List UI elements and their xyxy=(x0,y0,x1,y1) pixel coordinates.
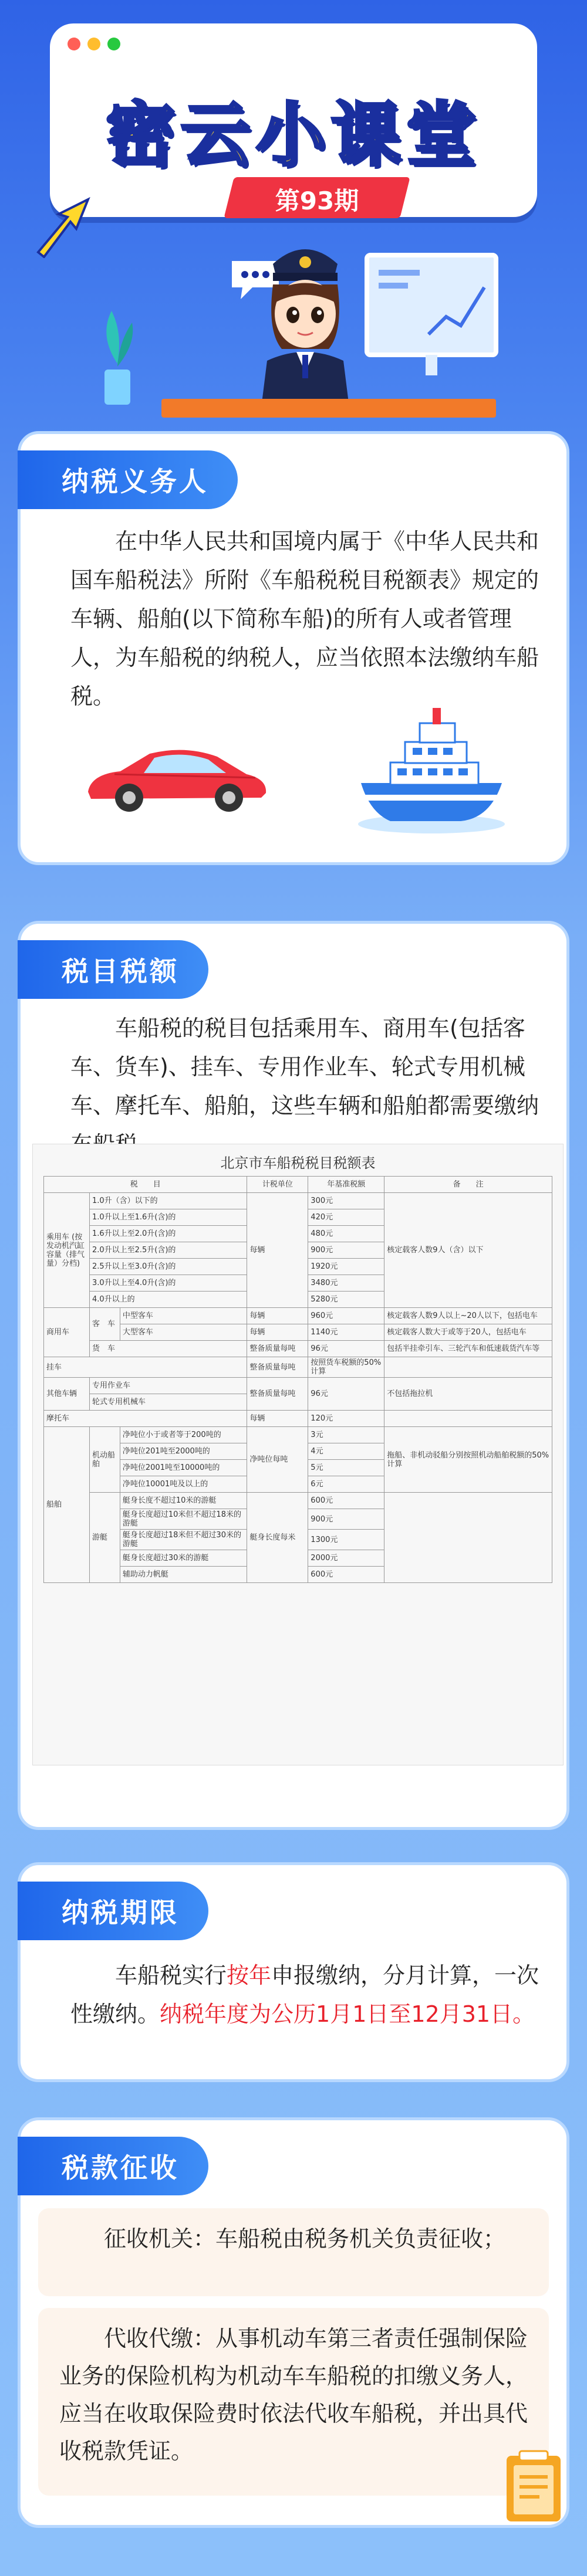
table-cell: 整备质量每吨 xyxy=(247,1341,308,1357)
table-cell: 96元 xyxy=(308,1341,384,1357)
monitor-chart-icon xyxy=(364,252,499,381)
table-cell: 2.5升以上至3.0升(含)的 xyxy=(89,1259,247,1275)
table-cell: 1.0升以上至1.6升(含)的 xyxy=(89,1209,247,1226)
page-title: 密云小课堂 xyxy=(105,94,481,175)
table-cell: 5280元 xyxy=(308,1292,384,1308)
section-collection xyxy=(18,2117,569,2528)
table-cell: 4元 xyxy=(308,1443,384,1460)
section-heading: 纳税期限 xyxy=(62,1897,179,1928)
cursor-arrow-icon xyxy=(32,194,97,258)
table-cell: 核定载客人数大于或等于20人，包括电车 xyxy=(384,1324,552,1341)
period-text-a: 车船税实行 xyxy=(115,1962,227,1988)
table-cell: 4.0升以上的 xyxy=(89,1292,247,1308)
ship-icon xyxy=(355,701,508,836)
table-cell: 专用作业车 xyxy=(89,1378,247,1394)
car-icon xyxy=(79,739,273,815)
table-cell: 艇身长度每米 xyxy=(247,1493,308,1583)
table-cell: 600元 xyxy=(308,1567,384,1583)
section-taxpayer xyxy=(18,431,569,865)
table-row xyxy=(44,1308,552,1324)
table-cell: 整备质量每吨 xyxy=(247,1378,308,1411)
table-cell: 艇身长度超过18米但不超过30米的游艇 xyxy=(120,1530,247,1550)
tax-officer-avatar xyxy=(232,232,379,408)
collection-agency-block: 征收机关：车船税由税务机关负责征收； xyxy=(38,2208,549,2296)
title-card xyxy=(50,23,537,217)
dot-icon xyxy=(87,38,100,50)
table-header: 备 注 xyxy=(384,1177,552,1193)
section-tax-items xyxy=(18,921,569,1830)
table-header-row xyxy=(44,1177,552,1193)
table-cell: 2000元 xyxy=(308,1550,384,1567)
table-cell: 净吨位小于或者等于200吨的 xyxy=(120,1427,247,1443)
table-cell xyxy=(384,1411,552,1427)
table-row xyxy=(44,1324,552,1341)
table-header: 年基准税额 xyxy=(308,1177,384,1193)
table-cell: 艇身长度超过10米但不超过18米的游艇 xyxy=(120,1509,247,1530)
table-cell: 1.0升（含）以下的 xyxy=(89,1193,247,1209)
table-cell: 每辆 xyxy=(247,1308,308,1324)
table-cell: 1920元 xyxy=(308,1259,384,1275)
table-cell: 2.0升以上至2.5升(含)的 xyxy=(89,1242,247,1259)
table-cell: 客 车 xyxy=(89,1308,120,1341)
table-row xyxy=(44,1378,552,1394)
table-row xyxy=(44,1193,552,1209)
taxpayer-text: 在中华人民共和国境内属于《中华人民共和国车船税法》所附《车船税税目税额表》规定的车辆、船舶(以下简称车船)的所有人或者管理人，为车船税的纳税人，应当依照本法缴纳车船税。 xyxy=(70,528,539,709)
table-cell: 1300元 xyxy=(308,1530,384,1550)
table-cell: 机动船舶 xyxy=(89,1427,120,1493)
table-row xyxy=(44,1341,552,1357)
table-cell: 船舶 xyxy=(44,1427,90,1583)
table-cell: 120元 xyxy=(308,1411,384,1427)
section-heading: 纳税义务人 xyxy=(62,466,208,497)
table-cell: 不包括拖拉机 xyxy=(384,1378,552,1411)
table-cell xyxy=(384,1357,552,1378)
table-row xyxy=(44,1427,552,1443)
window-dots xyxy=(68,38,120,50)
table-cell: 商用车 xyxy=(44,1308,90,1357)
table-row xyxy=(44,1411,552,1427)
table-header: 税 目 xyxy=(44,1177,247,1193)
table-cell: 420元 xyxy=(308,1209,384,1226)
table-cell: 净吨位2001吨至10000吨的 xyxy=(120,1460,247,1476)
table-cell: 核定载客人数9人以上~20人以下，包括电车 xyxy=(384,1308,552,1324)
table-row xyxy=(44,1357,552,1378)
table-caption: 北京市车船税税目税额表 xyxy=(220,1155,376,1171)
desk xyxy=(161,399,496,418)
table-cell: 3480元 xyxy=(308,1275,384,1292)
table-cell: 艇身长度不超过10米的游艇 xyxy=(120,1493,247,1509)
table-cell: 核定载客人数9人（含）以下 xyxy=(384,1193,552,1308)
table-cell: 1140元 xyxy=(308,1324,384,1341)
dot-icon xyxy=(107,38,120,50)
section-tax-period xyxy=(18,1862,569,2082)
table-cell: 300元 xyxy=(308,1193,384,1209)
section-heading-tab xyxy=(18,450,238,509)
period-text-c: 申报缴纳，分月计算，一次性缴纳。 xyxy=(70,1962,539,2027)
table-cell: 3元 xyxy=(308,1427,384,1443)
table-cell: 3.0升以上至4.0升(含)的 xyxy=(89,1275,247,1292)
table-cell: 按照货车税额的50%计算 xyxy=(308,1357,384,1378)
plant-icon xyxy=(94,305,141,411)
table-cell: 乘用车 (按发动机汽缸容量（排气量）分档) xyxy=(44,1193,90,1308)
table-header: 计税单位 xyxy=(247,1177,308,1193)
table-cell: 大型客车 xyxy=(120,1324,247,1341)
tax-items-text: 车船税的税目包括乘用车、商用车(包括客车、货车)、挂车、专用作业车、轮式专用机械车、摩托车、船舶，这些车辆和船舶都需要缴纳 xyxy=(70,1015,539,1118)
section-heading: 税目税额 xyxy=(62,955,179,987)
table-cell: 拖船、非机动驳船分别按照机动船舶税额的50%计算 xyxy=(384,1427,552,1493)
table-cell: 净吨位每吨 xyxy=(247,1427,308,1493)
tax-table-grid xyxy=(43,1176,552,1583)
table-cell: 5元 xyxy=(308,1460,384,1476)
dot-icon xyxy=(68,38,80,50)
notepad-icon xyxy=(502,2449,566,2525)
table-cell xyxy=(384,1493,552,1583)
table-cell: 净吨位201吨至2000吨的 xyxy=(120,1443,247,1460)
table-cell: 每辆 xyxy=(247,1324,308,1341)
section-heading-tab xyxy=(18,1882,208,1940)
table-cell: 480元 xyxy=(308,1226,384,1242)
header-banner xyxy=(0,0,587,419)
period-highlight-annual: 按年 xyxy=(227,1962,272,1988)
tax-period-text xyxy=(70,1956,540,2033)
table-cell: 1.6升以上至2.0升(含)的 xyxy=(89,1226,247,1242)
section-heading-tab xyxy=(18,940,208,999)
table-cell: 600元 xyxy=(308,1493,384,1509)
tax-rate-table xyxy=(32,1144,564,1765)
table-cell: 中型客车 xyxy=(120,1308,247,1324)
issue-number: 第93期 xyxy=(275,187,359,215)
table-cell: 900元 xyxy=(308,1242,384,1259)
section-heading: 税款征收 xyxy=(62,2152,179,2184)
table-cell: 960元 xyxy=(308,1308,384,1324)
table-row xyxy=(44,1493,552,1509)
table-cell: 96元 xyxy=(308,1378,384,1411)
withholding-block: 代收代缴：从事机动车第三者责任强制保险业务的保险机构为机动车车船税的扣缴义务人，应当在收取保险费时依法代收车船税，并出具代收税款凭证。 xyxy=(38,2308,549,2496)
table-cell: 每辆 xyxy=(247,1411,308,1427)
table-cell: 每辆 xyxy=(247,1193,308,1308)
section-heading-tab xyxy=(18,2137,208,2195)
table-cell: 包括半挂牵引车、三轮汽车和低速载货汽车等 xyxy=(384,1341,552,1357)
table-cell: 挂车 xyxy=(44,1357,247,1378)
table-cell: 货 车 xyxy=(89,1341,247,1357)
table-cell: 轮式专用机械车 xyxy=(89,1394,247,1411)
table-cell: 整备质量每吨 xyxy=(247,1357,308,1378)
table-cell: 艇身长度超过30米的游艇 xyxy=(120,1550,247,1567)
period-highlight-year: 纳税年度为公历1月1日至12月31日。 xyxy=(160,2001,535,2027)
table-cell: 辅助动力帆艇 xyxy=(120,1567,247,1583)
table-cell: 900元 xyxy=(308,1509,384,1530)
table-cell: 其他车辆 xyxy=(44,1378,90,1411)
table-cell: 游艇 xyxy=(89,1493,120,1583)
table-cell: 净吨位10001吨及以上的 xyxy=(120,1476,247,1493)
table-cell: 6元 xyxy=(308,1476,384,1493)
table-cell: 摩托车 xyxy=(44,1411,247,1427)
